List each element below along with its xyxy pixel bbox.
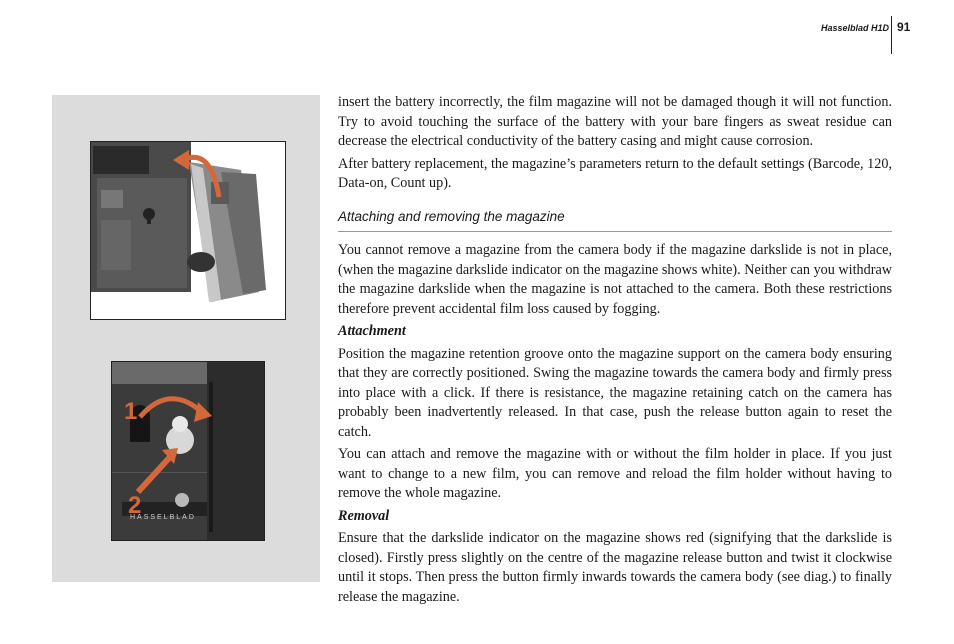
paragraph-attachment: Position the magazine retention groove onto the magazine support on the camera body ensuring that they are correctly positioned. Swing the magazine towards the camera body and firmly press into place with a click. If there is resistance, the magazine retaining catch on the camera has probably been inadvertently released. In that case, push the release button again to reset the catch. [338,345,892,440]
section-heading: Attaching and removing the magazine [338,207,892,233]
paragraph-defaults: After battery replacement, the magazine’s parameters return to the default settings (Barcode, 120, Data-on, Count up). [338,155,892,191]
attachment-heading: Attachment [338,323,406,339]
magazine-swing-photo [90,141,286,320]
header-divider [891,16,892,54]
paragraph-removal: Ensure that the darkslide indicator on the magazine shows red (signifying that the darkslide is closed). Firstly press slightly on the centre of the magazine release button and twist it clockwise until it stops. Then press the button firmly inwards towards the camera body (see diag.) to finally release the magazine. [338,530,892,605]
paragraph-battery: insert the battery incorrectly, the film magazine will not be damaged though it will not function. Try to avoid touching the surface of the battery with your bare fingers as sweat residue can decrease the electrical conductivity of the battery casing and might cause corrosion. [338,94,892,149]
magazine-swing-illustration [91,142,285,319]
page-number: 91 [897,20,911,34]
removal-heading: Removal [338,507,390,524]
arrow-label-1: 1 [124,398,138,425]
arrow-label-2: 2 [128,492,142,519]
paragraph-restrictions: You cannot remove a magazine from the camera body if the magazine darkslide is not in place, (when the magazine darkslide indicator on the magazine shows white). Neither can you withdraw the magazine darkslide when the magazine is not attached to the camera. Both these restrictions therefore prevent accidental film loss caused by fogging. [338,242,892,317]
brand-label: HASSELBLAD [130,514,196,521]
body-text [338,93,892,610]
release-button-photo [111,361,265,541]
running-header-title: Hasselblad H1D [820,23,889,33]
paragraph-film-holder: You can attach and remove the magazine with or without the film holder in place. If you just want to change to a new film, you can remove and reload the film holder without having to remove the whole magazine. [338,446,892,501]
